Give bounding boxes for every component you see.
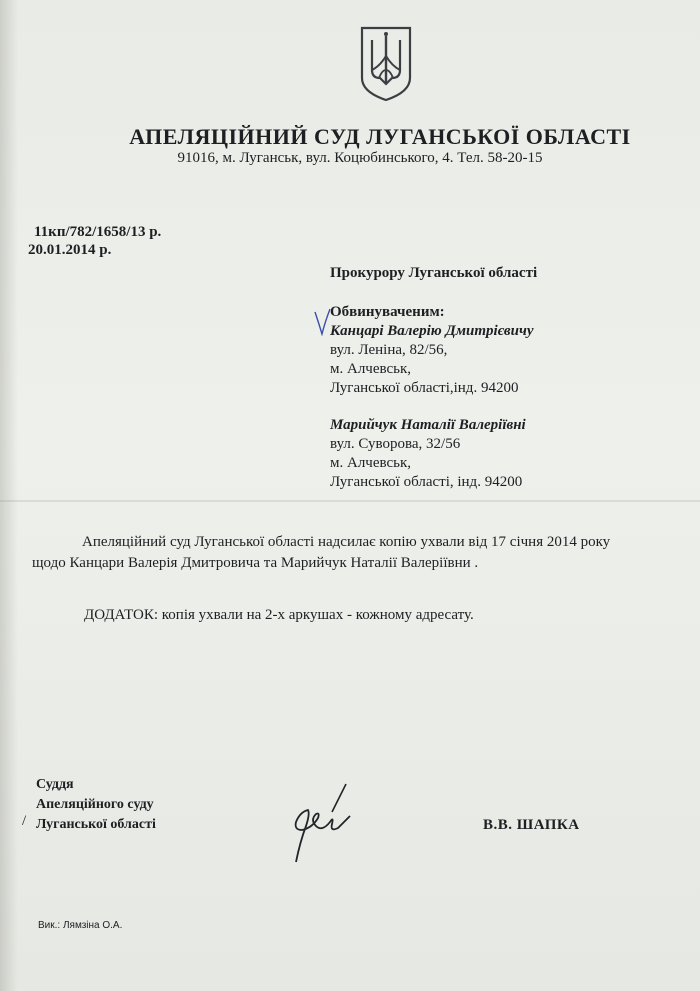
accused-region-2: Луганської області, інд. 94200	[330, 474, 523, 490]
accused-heading: Обвинуваченим:	[330, 304, 445, 320]
judge-title-line-2: Апеляційного суду	[36, 797, 154, 812]
court-name: АПЕЛЯЦІЙНИЙ СУД ЛУГАНСЬКОЇ ОБЛАСТІ	[129, 124, 631, 149]
accused-city-2: м. Алчевськ,	[330, 455, 412, 471]
paper-fold	[0, 500, 700, 502]
reference-date: 20.01.2014 р.	[28, 242, 112, 258]
body-line-1: Апеляційний суд Луганської області надсилає копію ухвали від 17 січня 2014 року	[82, 534, 611, 550]
body-line-2: щодо Канцари Валерія Дмитровича та Марийчук Наталії Валеріївни .	[32, 555, 479, 571]
slash-mark: /	[22, 813, 27, 829]
addressee-block	[330, 264, 537, 492]
reference-number: 11кп/782/1658/13 р.	[34, 224, 162, 240]
judge-title-line-3: Луганської області	[36, 817, 156, 832]
addressee-prosecutor: Прокурору Луганської області	[330, 265, 538, 281]
accused-city-1: м. Алчевськ,	[330, 361, 412, 377]
court-address: 91016, м. Луганськ, вул. Коцюбинського, 4. Тел. 58-20-15	[177, 150, 543, 166]
trident-emblem-icon	[358, 26, 414, 102]
executor-note: Вик.: Лямзіна О.А.	[38, 920, 123, 931]
accused-street-1: вул. Леніна, 82/56,	[330, 342, 448, 358]
attachment-note: ДОДАТОК: копія ухвали на 2-х аркушах - кожному адресату.	[84, 607, 474, 623]
accused-name-1: Канцарі Валерію Дмитрієвичу	[330, 323, 534, 339]
judge-title-block	[36, 775, 156, 835]
judge-title-line-1: Суддя	[36, 777, 74, 792]
handwritten-signature	[286, 782, 356, 864]
accused-region-1: Луганської області,інд. 94200	[330, 380, 519, 396]
letter-body	[32, 532, 682, 574]
handwritten-check-mark	[313, 308, 331, 336]
signer-name: В.В. ШАПКА	[483, 817, 580, 833]
accused-name-2: Марийчук Наталії Валеріївні	[330, 417, 526, 433]
accused-street-2: вул. Суворова, 32/56	[330, 436, 461, 452]
